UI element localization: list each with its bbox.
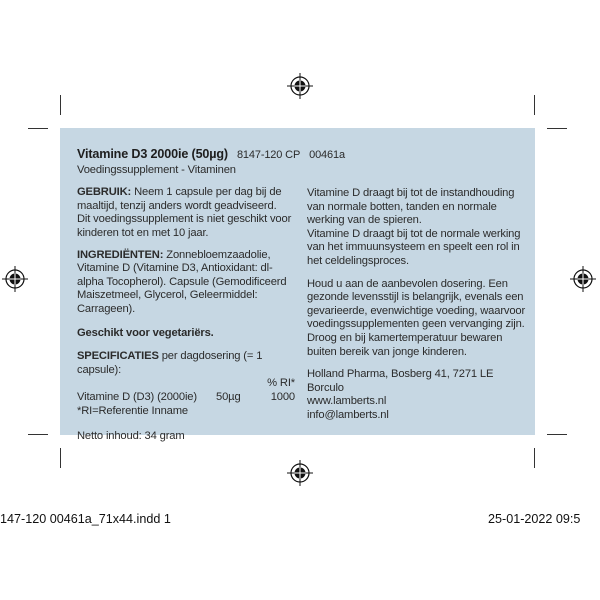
batch-code: 00461a	[309, 149, 345, 161]
specs-row-amount: 50µg	[216, 390, 241, 403]
product-label	[60, 128, 535, 443]
product-title: Vitamine D3 2000ie (50µg)	[77, 147, 228, 161]
company-section	[307, 368, 529, 422]
specs-heading-line	[77, 350, 299, 377]
registration-mark-top-icon	[287, 73, 313, 99]
product-subtitle: Voedingssupplement - Vitaminen	[77, 163, 236, 176]
net-content: Netto inhoud: 34 gram	[77, 430, 185, 443]
crop-mark-top-left-v	[60, 95, 61, 115]
advice-section	[307, 278, 529, 360]
specifications-section	[77, 350, 299, 418]
footer-date: 25-01-2022 09:5	[488, 512, 581, 526]
claims-section	[307, 187, 529, 269]
claim-1: Vitamine D draagt bij tot de instandhouding van normale botten, tanden en normale werking van de spieren.	[307, 187, 515, 227]
vegetarian-note: Geschikt voor vegetariërs.	[77, 326, 214, 339]
usage-warning: Dit voedingssupplement is niet geschikt voor kinderen tot en met 10 jaar.	[77, 213, 292, 239]
specs-row	[77, 391, 299, 405]
company-email: info@lamberts.nl	[307, 408, 389, 421]
label-left-column	[77, 147, 345, 452]
label-right-column	[307, 187, 529, 431]
crop-mark-top-right-v	[534, 95, 535, 115]
specs-ri-header-row	[77, 377, 299, 391]
usage-text: Neem 1 capsule per dag bij de maaltijd, tenzij anders wordt geadviseerd.	[77, 186, 282, 212]
specs-intro: per dagdosering (= 1 capsule):	[77, 350, 263, 376]
claim-2: Vitamine D draagt bij tot de normale werking van het immuunsysteem en speelt een rol in het celdelingsproces.	[307, 227, 521, 267]
crop-mark-bottom-left-h	[28, 434, 48, 435]
crop-mark-bottom-right-h	[547, 434, 567, 435]
specs-ri-header: % RI*	[267, 377, 295, 390]
advice-text-2: Droog en bij kamertemperatuur bewaren buiten bereik van jonge kinderen.	[307, 331, 503, 358]
company-address: Holland Pharma, Bosberg 41, 7271 LE Borculo	[307, 368, 494, 394]
registration-mark-bottom-icon	[287, 460, 313, 486]
crop-mark-top-right-h	[547, 128, 567, 129]
specs-ri-note: *RI=Referentie Inname	[77, 404, 188, 417]
crop-mark-bottom-right-v	[534, 448, 535, 468]
product-code: 8147-120 CP	[236, 149, 301, 161]
usage-section	[77, 186, 299, 240]
advice-text-1: Houd u aan de aanbevolen dosering. Een gezonde levensstijl is belangrijk, evenals een gevarieerde, evenwichtige voeding, waarvoor voedingssupplementen geen vervanging zijn.	[307, 277, 526, 331]
registration-mark-right-icon	[570, 266, 596, 292]
footer-file-info: 147-120 00461a_71x44.indd 1	[0, 512, 171, 526]
ingredients-section	[77, 249, 299, 317]
company-website: www.lamberts.nl	[307, 395, 387, 408]
crop-mark-top-left-h	[28, 128, 48, 129]
specs-row-name: Vitamine D (D3) (2000ie)	[77, 390, 197, 403]
ingredients-text: Zonnebloemzaadolie, Vitamine D (Vitamine D3, Antioxidant: dl-alpha Tocopherol). Capsule (Gemodificeerd Maiszetmeel, Glycerol, Geleermiddel: Carrageen).	[77, 248, 287, 315]
usage-heading: GEBRUIK:	[77, 186, 132, 199]
specs-heading: SPECIFICATIES	[77, 350, 159, 363]
ingredients-heading: INGREDIËNTEN:	[77, 248, 164, 261]
specs-row-ri: 1000	[270, 390, 295, 403]
registration-mark-left-icon	[2, 266, 28, 292]
title-line	[77, 147, 345, 163]
crop-mark-bottom-left-v	[60, 448, 61, 468]
